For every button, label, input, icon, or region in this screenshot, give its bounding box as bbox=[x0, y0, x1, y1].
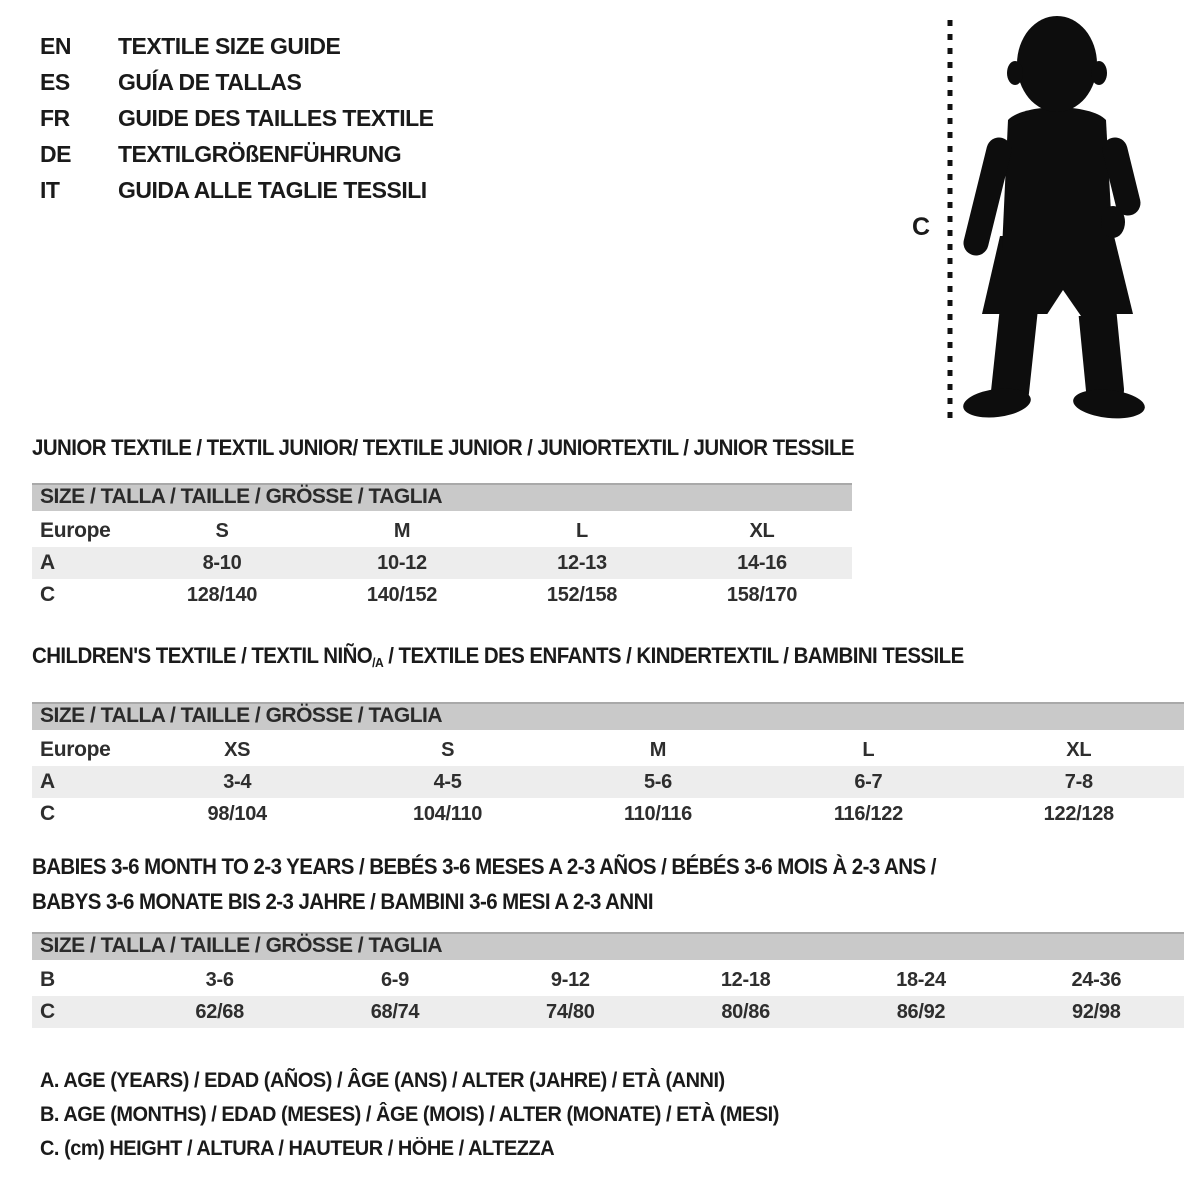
table-header: SIZE / TALLA / TAILLE / GRÖSSE / TAGLIA bbox=[32, 702, 1184, 734]
value-cell: 74/80 bbox=[483, 996, 658, 1028]
table-row-age bbox=[32, 766, 1184, 798]
table-row-age bbox=[32, 547, 852, 579]
heading-subscript: /A bbox=[372, 655, 384, 670]
table-header: SIZE / TALLA / TAILLE / GRÖSSE / TAGLIA bbox=[32, 932, 1184, 964]
value-cell: 152/158 bbox=[546, 583, 618, 606]
language-row bbox=[40, 64, 434, 100]
value-cell: 110/116 bbox=[623, 802, 692, 825]
row-label: C bbox=[40, 583, 55, 606]
size-cell: S bbox=[215, 519, 229, 542]
table-header-row bbox=[32, 702, 1184, 734]
table-row-height bbox=[32, 996, 1184, 1028]
value-cell: 10-12 bbox=[312, 547, 492, 579]
value-cell: 9-12 bbox=[550, 968, 590, 991]
size-cell: M bbox=[649, 738, 667, 761]
heading-text: CHILDREN'S TEXTILE / TEXTIL NIÑO bbox=[32, 643, 373, 668]
language-row bbox=[40, 136, 434, 172]
size-cell: S bbox=[441, 738, 455, 761]
table-header-row bbox=[32, 483, 852, 515]
value-cell: 92/98 bbox=[1009, 996, 1184, 1028]
table-header-row bbox=[32, 932, 1184, 964]
table-row-height bbox=[32, 579, 852, 611]
language-row bbox=[40, 28, 434, 64]
row-label: Europe bbox=[40, 519, 111, 542]
value-cell: 80/86 bbox=[658, 996, 833, 1028]
language-code: IT bbox=[40, 176, 60, 203]
value-cell: 12-18 bbox=[720, 968, 771, 991]
value-cell: 18-24 bbox=[896, 968, 946, 991]
legend-line-age-months: B. AGE (MONTHS) / EDAD (MESES) / ÂGE (MOIS) / ALTER (MONATE) / ETÀ (MESI) bbox=[40, 1103, 779, 1126]
value-cell: 6-7 bbox=[763, 766, 973, 798]
size-cell: L bbox=[576, 519, 588, 542]
section-heading-junior: JUNIOR TEXTILE / TEXTIL JUNIOR/ TEXTILE JUNIOR / JUNIORTEXTIL / JUNIOR TESSILE bbox=[32, 435, 854, 460]
language-row bbox=[40, 172, 434, 208]
section-heading-children bbox=[32, 644, 1103, 675]
language-title: GUÍA DE TALLAS bbox=[118, 68, 302, 95]
size-cell: L bbox=[862, 738, 875, 761]
size-cell: XL bbox=[749, 519, 775, 542]
language-code: DE bbox=[40, 140, 71, 167]
value-cell: 8-10 bbox=[132, 547, 312, 579]
section-junior bbox=[32, 436, 852, 611]
language-code: FR bbox=[40, 104, 70, 131]
section-heading-babies bbox=[32, 849, 1103, 919]
figure-area bbox=[900, 0, 1170, 432]
value-cell: 24-36 bbox=[1071, 968, 1122, 991]
babies-size-table bbox=[32, 932, 1184, 1028]
heading-line-1: BABIES 3-6 MONTH TO 2-3 YEARS / BEBÉS 3-6 MESES A 2-3 AÑOS / BÉBÉS 3-6 MOIS À 2-3 ANS / bbox=[32, 854, 936, 879]
value-cell: 14-16 bbox=[672, 547, 852, 579]
row-label: C bbox=[32, 996, 132, 1028]
value-cell: 5-6 bbox=[553, 766, 763, 798]
value-cell: 7-8 bbox=[974, 766, 1184, 798]
table-row-months bbox=[32, 964, 1184, 996]
value-cell: 3-6 bbox=[205, 968, 234, 991]
value-cell: 6-9 bbox=[380, 968, 409, 991]
legend bbox=[40, 1064, 818, 1166]
value-cell: 86/92 bbox=[833, 996, 1008, 1028]
language-code: EN bbox=[40, 32, 71, 59]
language-row bbox=[40, 100, 434, 136]
junior-size-table bbox=[32, 483, 852, 611]
legend-line-age-years: A. AGE (YEARS) / EDAD (AÑOS) / ÂGE (ANS) / ALTER (JAHRE) / ETÀ (ANNI) bbox=[40, 1069, 725, 1092]
language-title: TEXTILGRÖßENFÜHRUNG bbox=[118, 140, 402, 167]
value-cell: 122/128 bbox=[1043, 802, 1114, 825]
section-children bbox=[32, 644, 1184, 830]
size-cell: M bbox=[393, 519, 411, 542]
row-label: A bbox=[32, 766, 132, 798]
table-row-europe bbox=[32, 734, 1184, 766]
language-title: TEXTILE SIZE GUIDE bbox=[118, 32, 341, 59]
value-cell: 68/74 bbox=[307, 996, 482, 1028]
size-cell: XS bbox=[224, 738, 251, 761]
row-label: C bbox=[40, 802, 55, 825]
language-title: GUIDE DES TAILLES TEXTILE bbox=[118, 104, 434, 131]
row-label: A bbox=[32, 547, 132, 579]
value-cell: 98/104 bbox=[207, 802, 267, 825]
section-babies bbox=[32, 849, 1184, 1028]
row-label: B bbox=[40, 968, 55, 991]
value-cell: 12-13 bbox=[492, 547, 672, 579]
heading-line-2: BABYS 3-6 MONATE BIS 2-3 JAHRE / BAMBINI 3-6 MESI A 2-3 ANNI bbox=[32, 889, 653, 914]
value-cell: 158/170 bbox=[726, 583, 798, 606]
height-marker-label: C bbox=[912, 213, 931, 241]
value-cell: 4-5 bbox=[342, 766, 552, 798]
value-cell: 104/110 bbox=[413, 802, 483, 825]
legend-line-height: C. (cm) HEIGHT / ALTURA / HAUTEUR / HÖHE / ALTEZZA bbox=[40, 1137, 555, 1160]
language-title: GUIDA ALLE TAGLIE TESSILI bbox=[118, 176, 427, 203]
toddler-silhouette-icon bbox=[900, 0, 1170, 432]
language-code: ES bbox=[40, 68, 70, 95]
size-cell: XL bbox=[1066, 738, 1092, 761]
table-header: SIZE / TALLA / TAILLE / GRÖSSE / TAGLIA bbox=[32, 483, 852, 515]
value-cell: 128/140 bbox=[186, 583, 258, 606]
language-header bbox=[40, 28, 434, 208]
table-row-height bbox=[32, 798, 1184, 830]
value-cell: 116/122 bbox=[833, 802, 903, 825]
value-cell: 3-4 bbox=[132, 766, 342, 798]
value-cell: 140/152 bbox=[366, 583, 438, 606]
table-row-europe bbox=[32, 515, 852, 547]
value-cell: 62/68 bbox=[132, 996, 307, 1028]
children-size-table bbox=[32, 702, 1184, 830]
row-label: Europe bbox=[40, 738, 111, 761]
heading-text: / TEXTILE DES ENFANTS / KINDERTEXTIL / BAMBINI TESSILE bbox=[383, 643, 964, 668]
